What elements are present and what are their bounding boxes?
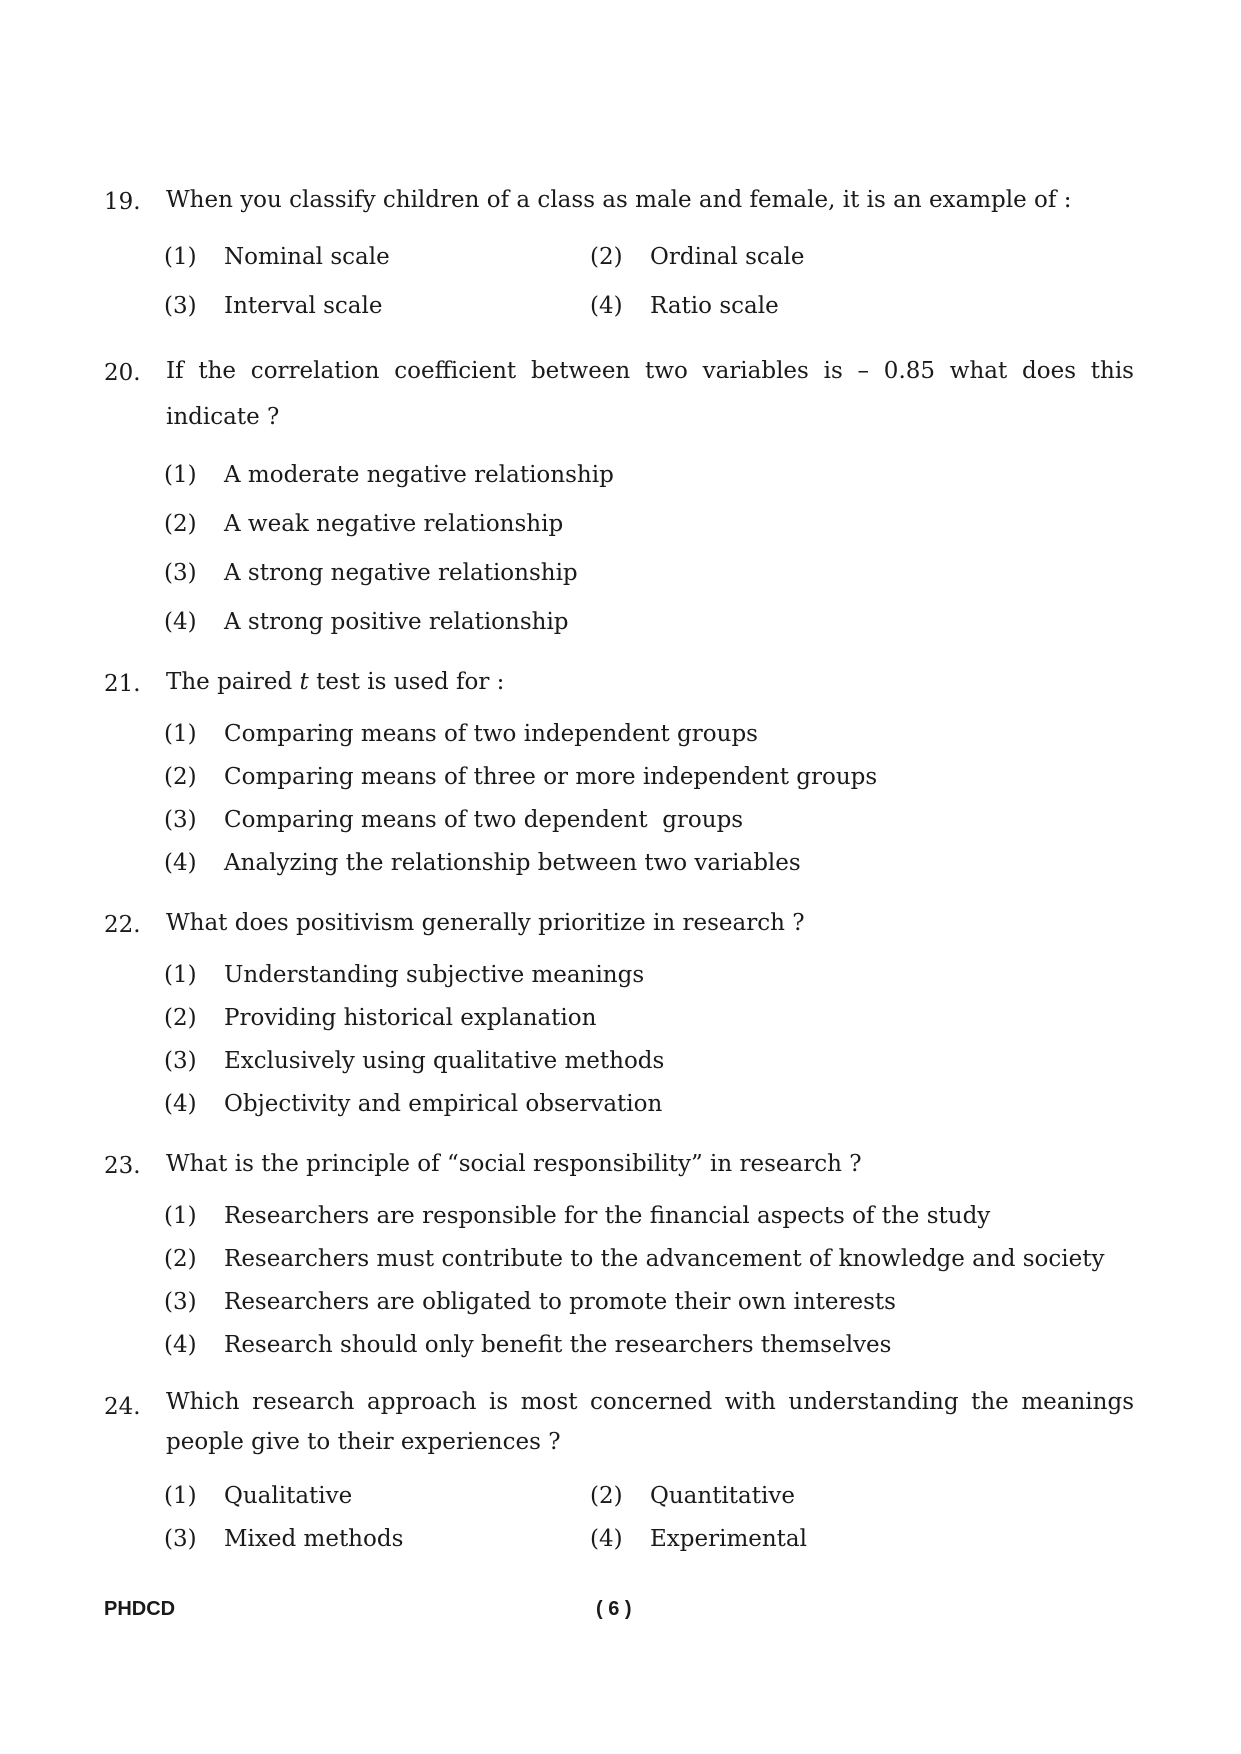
option-text: Researchers are obligated to promote their own interests <box>224 1289 896 1315</box>
option-number: (4) <box>164 1332 197 1358</box>
option-number: (2) <box>164 1005 197 1031</box>
option-number: (4) <box>164 609 197 635</box>
option-text: Experimental <box>650 1526 807 1552</box>
question-text: When you classify children of a class as male and female, it is an example of : <box>166 187 1072 213</box>
option-number: (2) <box>164 764 197 790</box>
option-text: Interval scale <box>224 293 383 319</box>
option-number: (4) <box>164 850 197 876</box>
question-number: 22. <box>104 912 141 938</box>
question-text-part: The paired <box>166 669 300 695</box>
option-number: (3) <box>164 807 197 833</box>
option-text: Comparing means of three or more independent groups <box>224 764 878 790</box>
option-number: (3) <box>164 560 197 586</box>
option-text: Researchers are responsible for the financial aspects of the study <box>224 1203 991 1229</box>
option-number: (3) <box>164 1289 197 1315</box>
option-number: (4) <box>164 1091 197 1117</box>
option-text: Research should only benefit the researchers themselves <box>224 1332 892 1358</box>
footer-code: PHDCD <box>104 1598 176 1620</box>
question-text: Which research approach is most concerned with understanding the meanings people give to their experiences ? <box>166 1389 1134 1455</box>
option-number: (2) <box>164 511 197 537</box>
question-number: 19. <box>104 189 141 215</box>
option-text: Ordinal scale <box>650 244 805 270</box>
option-number: (1) <box>164 721 197 747</box>
option-text: Understanding subjective meanings <box>224 962 645 988</box>
option-text: A moderate negative relationship <box>224 462 614 488</box>
option-number: (3) <box>164 1048 197 1074</box>
option-text: Objectivity and empirical observation <box>224 1091 663 1117</box>
question-text: What does positivism generally prioritize in research ? <box>166 910 805 936</box>
option-text: Qualitative <box>224 1483 353 1509</box>
question-number: 21. <box>104 671 141 697</box>
option-text: Mixed methods <box>224 1526 404 1552</box>
option-number: (2) <box>590 244 623 270</box>
option-number: (3) <box>164 293 197 319</box>
option-text: A weak negative relationship <box>224 511 564 537</box>
option-number: (1) <box>164 1483 197 1509</box>
option-text: Comparing means of two dependent groups <box>224 807 744 833</box>
option-number: (1) <box>164 1203 197 1229</box>
question-number: 24. <box>104 1394 141 1420</box>
option-text: Ratio scale <box>650 293 779 319</box>
option-number: (1) <box>164 462 197 488</box>
question-text-italic: t <box>299 669 309 695</box>
option-number: (4) <box>590 1526 623 1552</box>
option-number: (1) <box>164 962 197 988</box>
option-text: Analyzing the relationship between two variables <box>224 850 801 876</box>
option-text: Researchers must contribute to the advancement of knowledge and society <box>224 1246 1105 1272</box>
option-number: (2) <box>590 1483 623 1509</box>
option-number: (1) <box>164 244 197 270</box>
option-text: Quantitative <box>650 1483 795 1509</box>
option-number: (4) <box>590 293 623 319</box>
option-text: A strong negative relationship <box>224 560 578 586</box>
option-number: (3) <box>164 1526 197 1552</box>
question-text <box>166 671 1134 694</box>
option-text: Nominal scale <box>224 244 390 270</box>
option-text: Providing historical explanation <box>224 1005 597 1031</box>
page-number: ( 6 ) <box>596 1598 632 1620</box>
option-number: (2) <box>164 1246 197 1272</box>
question-text-part: test is used for : <box>308 669 505 695</box>
option-text: Exclusively using qualitative methods <box>224 1048 665 1074</box>
option-text: Comparing means of two independent groups <box>224 721 758 747</box>
question-number: 20. <box>104 360 141 386</box>
question-text: What is the principle of “social responsibility” in research ? <box>166 1151 862 1177</box>
option-text: A strong positive relationship <box>224 609 569 635</box>
question-number: 23. <box>104 1153 141 1179</box>
question-text: If the correlation coefficient between two variables is – 0.85 what does this indicate ? <box>166 358 1134 430</box>
